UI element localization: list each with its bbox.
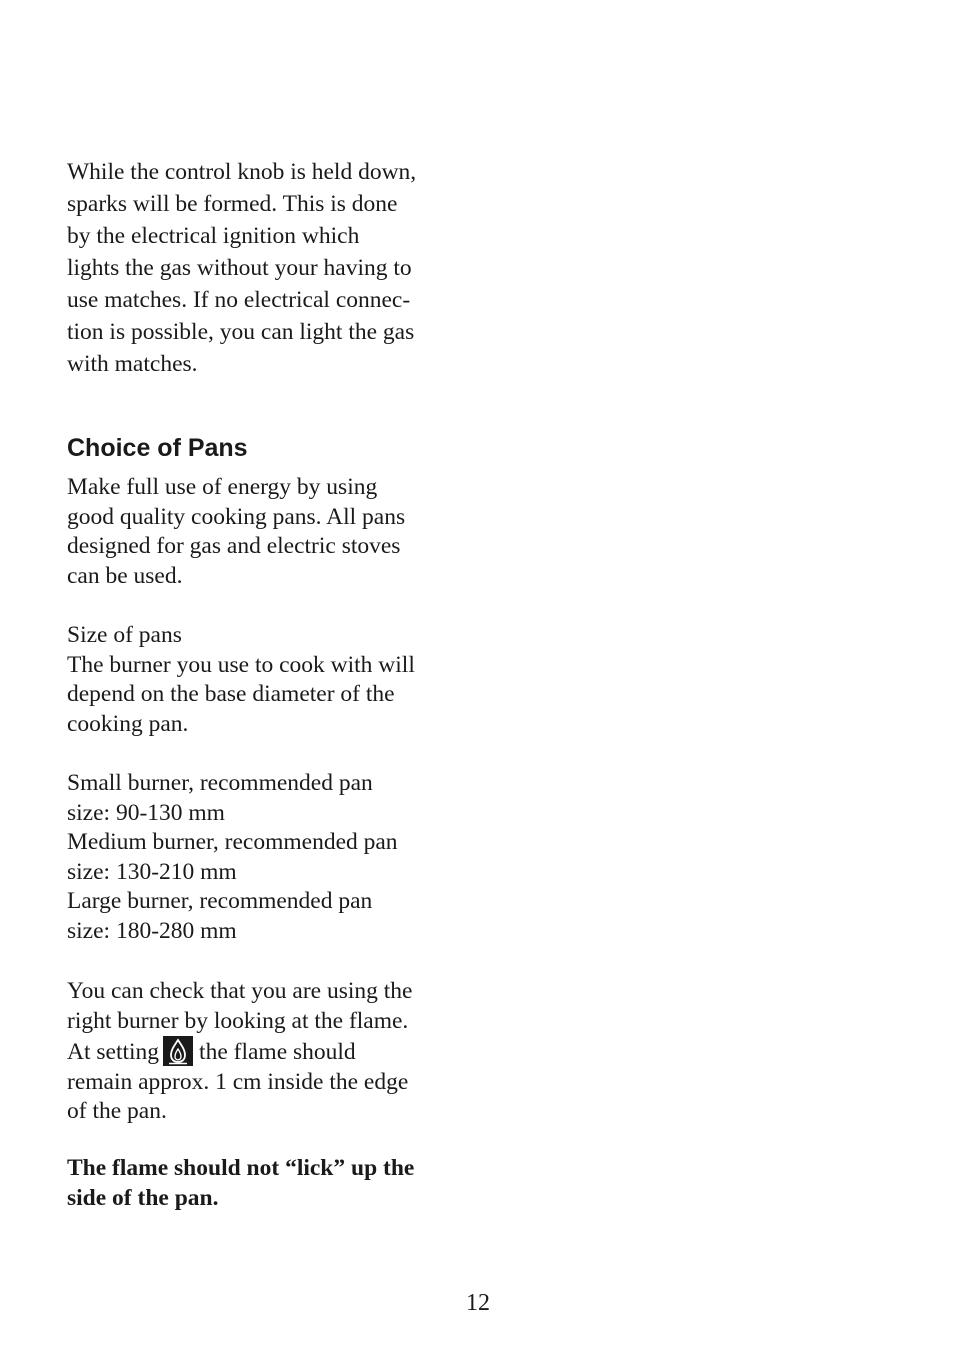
subsection-title: Size of pans (67, 622, 182, 648)
text-line: While the control knob is held down, (67, 159, 417, 185)
warning-paragraph (67, 1154, 414, 1213)
energy-paragraph (67, 473, 405, 591)
text-line: Large burner, recommended pan (67, 888, 373, 915)
text-fragment: At setting (67, 1039, 160, 1066)
text-line: tion is possible, you can light the gas (67, 319, 415, 345)
burner-list (67, 769, 398, 947)
text-line: The flame should not “lick” up the (67, 1155, 415, 1181)
text-line: remain approx. 1 cm inside the edge (67, 1068, 409, 1095)
text-line: cooking pan. (67, 710, 189, 737)
ignition-paragraph (67, 156, 416, 380)
text-line: Medium burner, recommended pan (67, 829, 398, 856)
page-number: 12 (466, 1290, 490, 1316)
text-line: with matches. (67, 351, 198, 377)
text-line: You can check that you are using the (67, 978, 413, 1004)
text-line: designed for gas and electric stoves (67, 533, 401, 560)
text-line: depend on the base diameter of the (67, 681, 395, 708)
text-line: can be used. (67, 562, 183, 589)
text-line: good quality cooking pans. All pans (67, 503, 406, 530)
text-line: by the electrical ignition which (67, 223, 360, 249)
text-line: side of the pan. (67, 1184, 219, 1211)
text-line: right burner by looking at the flame. (67, 1007, 409, 1034)
text-line: Make full use of energy by using (67, 474, 378, 500)
text-line: size: 130-210 mm (67, 858, 237, 885)
size-paragraph (67, 621, 415, 739)
text-line: Small burner, recommended pan (67, 770, 373, 796)
text-fragment: the flame should (199, 1039, 356, 1066)
text-line: use matches. If no electrical connec- (67, 287, 411, 313)
text-line: lights the gas without your having to (67, 255, 412, 281)
text-line: sparks will be formed. This is done (67, 191, 398, 217)
section-heading: Choice of Pans (67, 434, 248, 462)
flame-check-paragraph (67, 977, 412, 1127)
text-line: size: 90-130 mm (67, 799, 225, 826)
text-line: The burner you use to cook with will (67, 651, 415, 678)
text-line-with-icon (67, 1036, 412, 1068)
text-line: size: 180-280 mm (67, 917, 237, 944)
text-line: of the pan. (67, 1098, 167, 1125)
large-flame-icon (163, 1036, 193, 1066)
